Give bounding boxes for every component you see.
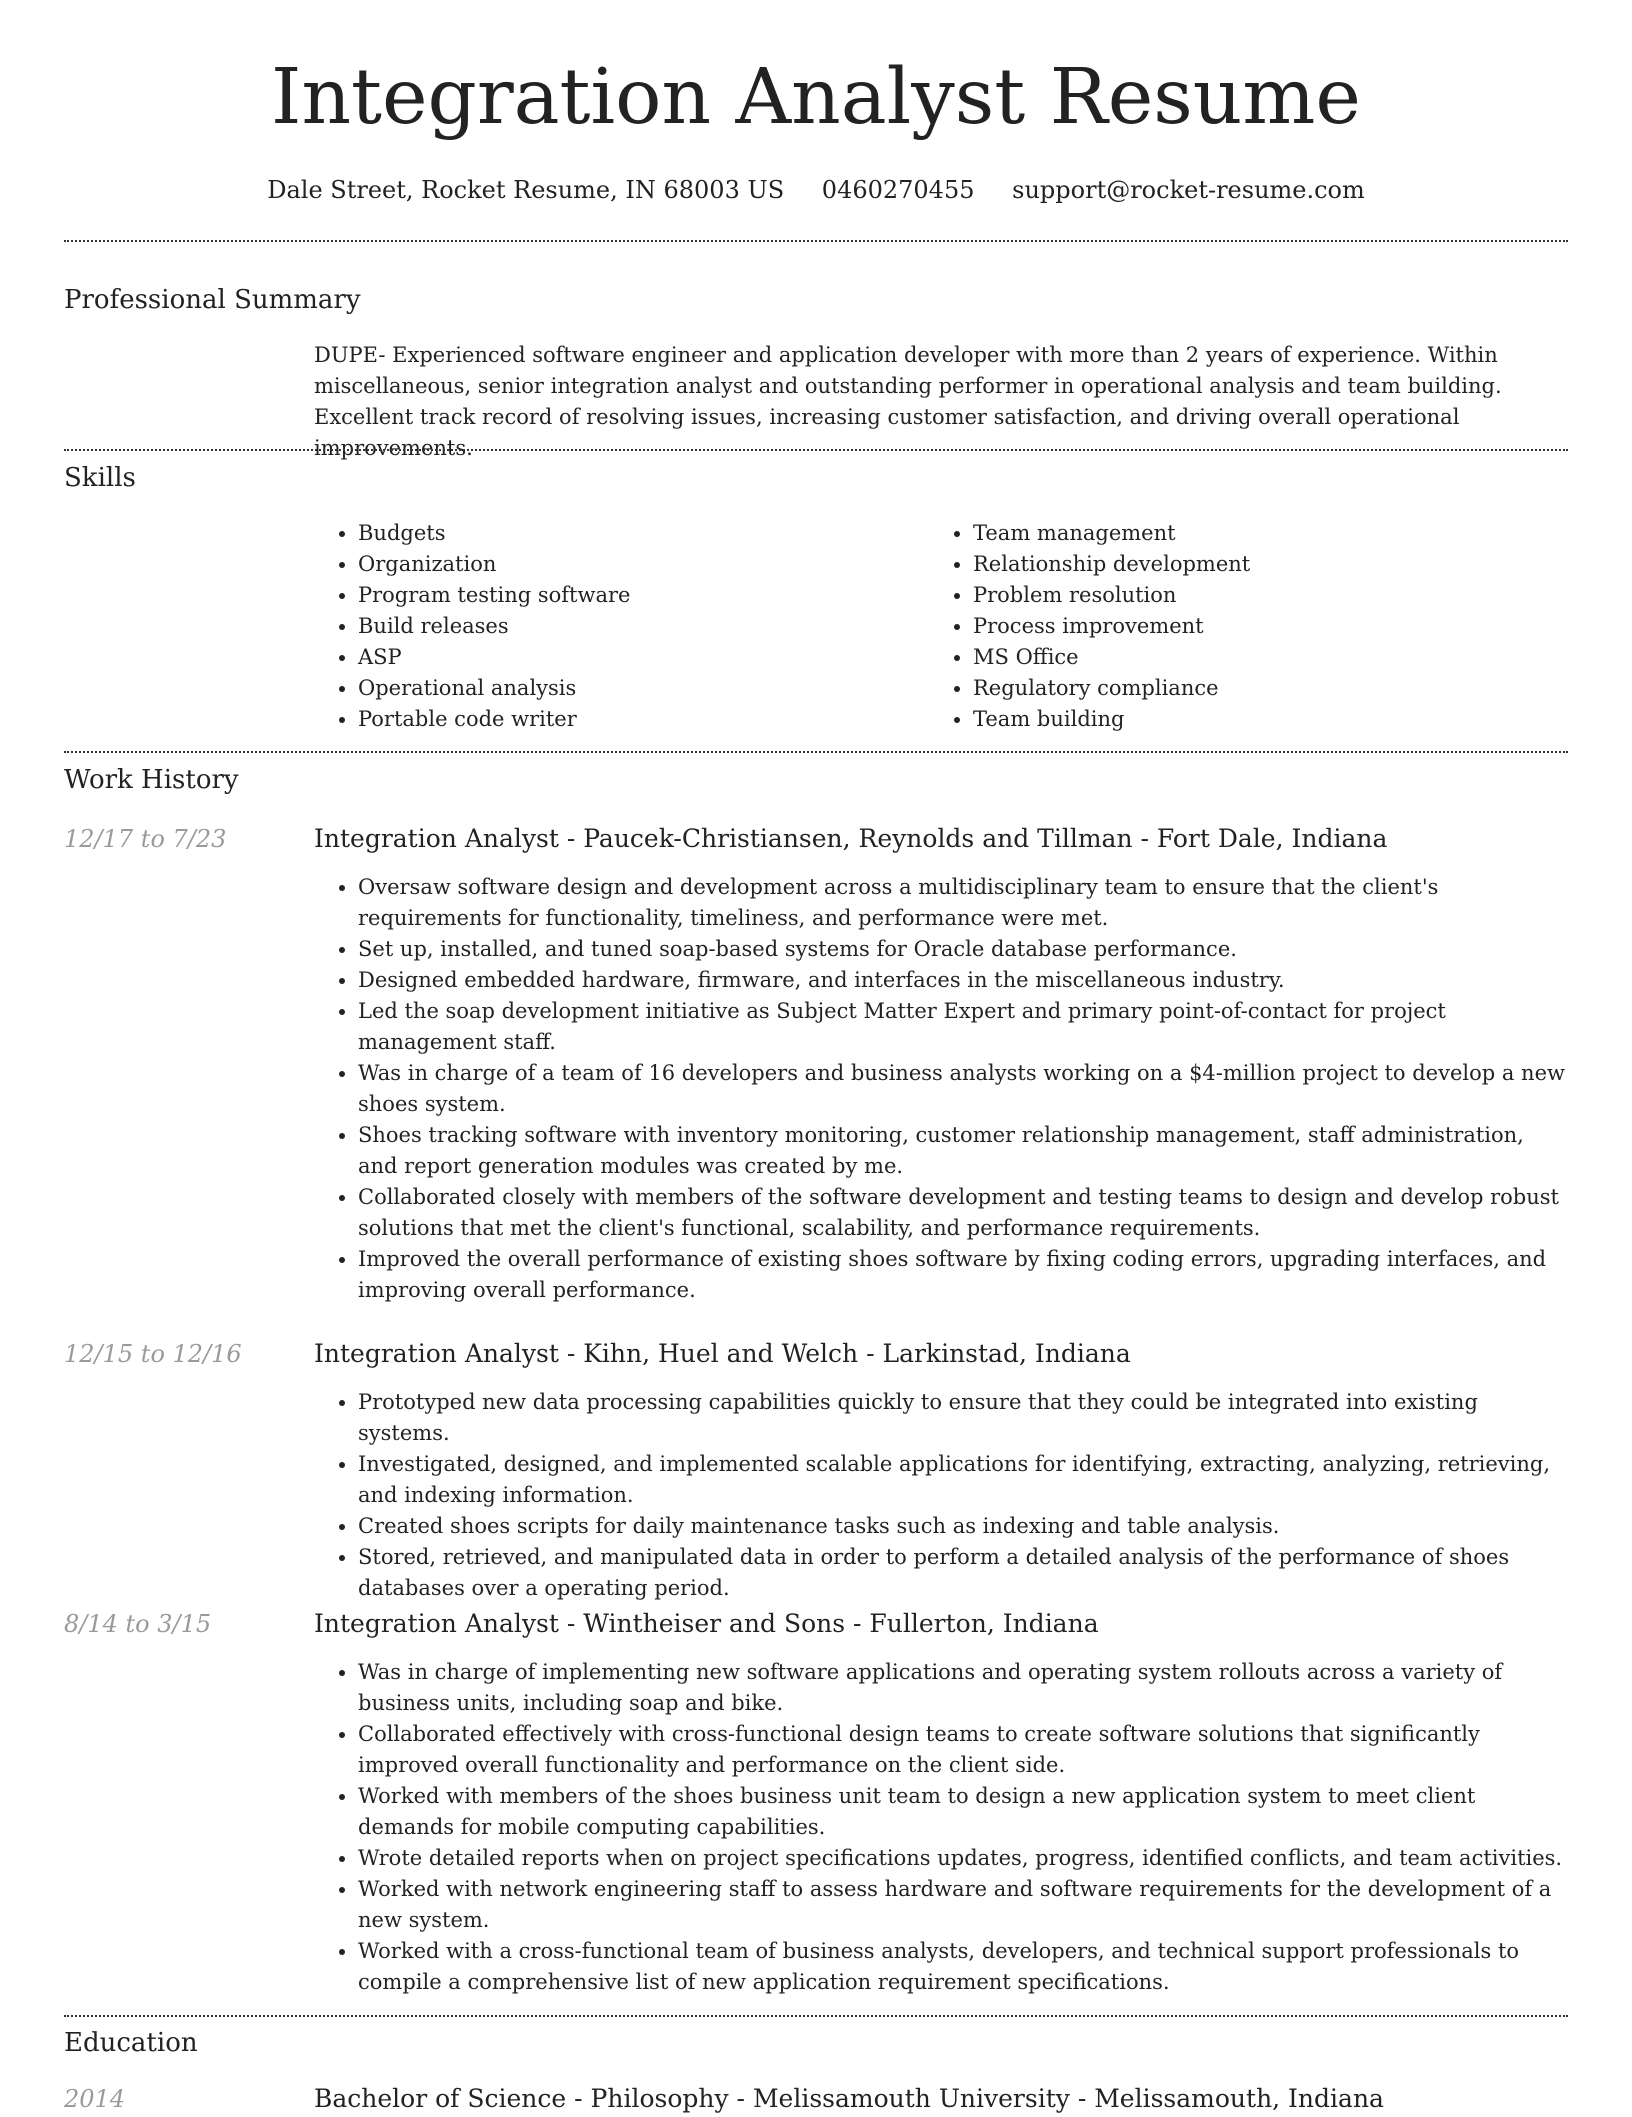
job-bullet: • Led the soap development initiative as Subject Matter Expert and primary point-of-contact for project management staff. (358, 996, 1568, 1058)
skill-item: • Build releases (358, 611, 914, 642)
summary-text: DUPE- Experienced software engineer and application developer with more than 2 years of experience. Within miscellaneous, senior integration analyst and outstanding performer in operational analysis and team building. Excellent track record of resolving issues, increasing customer satisfaction, and driving overall operational improvements. (314, 343, 1502, 460)
job-bullet: • Prototyped new data processing capabilities quickly to ensure that they could be integrated into existing systems. (358, 1387, 1568, 1449)
skills-heading: Skills (64, 463, 136, 493)
work-history-heading: Work History (64, 765, 239, 795)
job-bullet: • Set up, installed, and tuned soap-based systems for Oracle database performance. (358, 934, 1568, 965)
job-bullet: • Wrote detailed reports when on project specifications updates, progress, identified conflicts, and team activities. (358, 1843, 1568, 1874)
skill-item: • Team management (973, 518, 1549, 549)
skill-item: • Problem resolution (973, 580, 1549, 611)
job-bullet: • Was in charge of a team of 16 developers and business analysts working on a $4-million project to develop a new shoes system. (358, 1058, 1568, 1120)
job-bullets (314, 1657, 1568, 1998)
job-bullet: • Worked with a cross-functional team of business analysts, developers, and technical support professionals to compile a comprehensive list of new application requirement specifications. (358, 1936, 1568, 1998)
skill-item: • Operational analysis (358, 673, 914, 704)
job-date: 12/17 to 7/23 (64, 825, 227, 853)
skill-item: • Process improvement (973, 611, 1549, 642)
skill-item: • Organization (358, 549, 914, 580)
job-title: Integration Analyst - Kihn, Huel and Welch - Larkinstad, Indiana (314, 1339, 1131, 1368)
job-date: 12/15 to 12/16 (64, 1340, 242, 1368)
education-title: Bachelor of Science - Philosophy - Melissamouth University - Melissamouth, Indiana (314, 2084, 1384, 2113)
job-date: 8/14 to 3/15 (64, 1610, 212, 1638)
page-title: Integration Analyst Resume (271, 53, 1361, 142)
contact-phone: 0460270455 (821, 176, 975, 204)
skill-item: • Portable code writer (358, 704, 914, 735)
section-divider (64, 240, 1568, 242)
job-bullet: • Designed embedded hardware, firmware, and interfaces in the miscellaneous industry. (358, 965, 1568, 996)
job-bullets (314, 1387, 1568, 1604)
job-bullet: • Investigated, designed, and implemented scalable applications for identifying, extracting, analyzing, retrieving, and indexing information. (358, 1449, 1568, 1511)
job-bullets (314, 872, 1568, 1306)
section-divider (64, 2015, 1568, 2017)
job-bullet: • Created shoes scripts for daily maintenance tasks such as indexing and table analysis. (358, 1511, 1568, 1542)
skills-column-left (314, 518, 914, 735)
skill-item: • Program testing software (358, 580, 914, 611)
contact-email: support@rocket-resume.com (1012, 176, 1365, 204)
job-bullet: • Stored, retrieved, and manipulated data in order to perform a detailed analysis of the performance of shoes databases over a operating period. (358, 1542, 1568, 1604)
contact-line (0, 170, 1632, 210)
job-bullet: • Improved the overall performance of existing shoes software by fixing coding errors, upgrading interfaces, and improving overall performance. (358, 1244, 1568, 1306)
job-bullet: • Collaborated closely with members of the software development and testing teams to design and develop robust solutions that met the client's functional, scalability, and performance requirements. (358, 1182, 1568, 1244)
job-bullet: • Oversaw software design and development across a multidisciplinary team to ensure that the client's requirements for functionality, timeliness, and performance were met. (358, 872, 1568, 934)
skill-item: • Relationship development (973, 549, 1549, 580)
job-bullet: • Worked with network engineering staff to assess hardware and software requirements for the development of a new system. (358, 1874, 1568, 1936)
education-date: 2014 (64, 2085, 126, 2113)
job-bullet: • Worked with members of the shoes business unit team to design a new application system to meet client demands for mobile computing capabilities. (358, 1781, 1568, 1843)
skill-item: • MS Office (973, 642, 1549, 673)
skill-item: • ASP (358, 642, 914, 673)
skill-item: • Regulatory compliance (973, 673, 1549, 704)
skill-item: • Budgets (358, 518, 914, 549)
section-divider (64, 751, 1568, 753)
education-heading: Education (64, 2028, 198, 2058)
contact-address: Dale Street, Rocket Resume, IN 68003 US (267, 176, 785, 204)
job-bullet: • Shoes tracking software with inventory monitoring, customer relationship management, staff administration, and report generation modules was created by me. (358, 1120, 1568, 1182)
summary-heading: Professional Summary (64, 285, 361, 315)
skill-item: • Team building (973, 704, 1549, 735)
job-bullet: • Was in charge of implementing new software applications and operating system rollouts across a variety of business units, including soap and bike. (358, 1657, 1568, 1719)
skills-column-right (929, 518, 1549, 735)
section-divider (64, 449, 1568, 451)
job-title: Integration Analyst - Paucek-Christiansen, Reynolds and Tillman - Fort Dale, Indiana (314, 824, 1388, 853)
job-bullet: • Collaborated effectively with cross-functional design teams to create software solutions that significantly improved overall functionality and performance on the client side. (358, 1719, 1568, 1781)
job-title: Integration Analyst - Wintheiser and Sons - Fullerton, Indiana (314, 1609, 1099, 1638)
